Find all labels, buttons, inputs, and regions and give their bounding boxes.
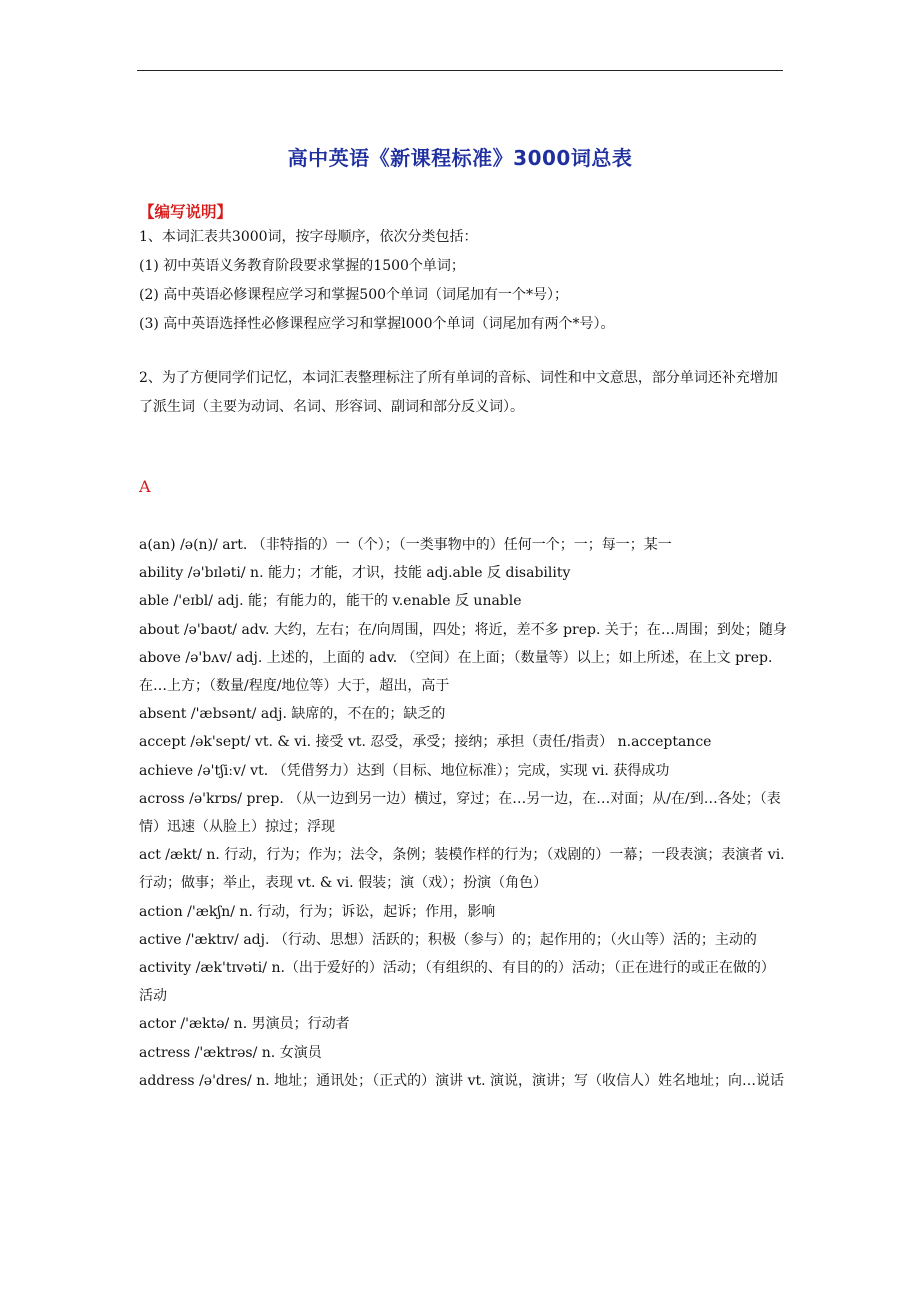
word-entry: actress /'æktrəs/ n. 女演员 — [139, 1044, 322, 1061]
page-title: 高中英语《新课程标准》3000词总表 — [287, 146, 633, 170]
intro-line: (1) 初中英语义务教育阶段要求掌握的1500个单词； — [139, 258, 465, 274]
document-body — [139, 201, 787, 1095]
word-entry: address /ə'dres/ n. 地址；通讯处；（正式的）演讲 vt. 演说，演讲；写（收信人）姓名地址；向…说话 — [139, 1072, 785, 1089]
spacer — [139, 339, 787, 364]
letter-heading: A — [139, 477, 151, 496]
word-entry: achieve /ə'tʃiːv/ vt. （凭借努力）达到（目标、地位标准）；完成，实现 vi. 获得成功 — [139, 762, 670, 779]
word-entry: act /ækt/ n. 行动，行为；作为；法令，条例；装模作样的行为；（戏剧的）一幕；一段表演；表演者 vi. 行动；做事；举止，表现 vt. & vi. 假装；演（戏）；扮演（角色） — [139, 847, 785, 892]
word-list — [139, 531, 787, 1095]
word-entry: able /'eɪbl/ adj. 能；有能力的，能干的 v.enable 反 unable — [139, 593, 522, 610]
top-rule — [137, 70, 783, 71]
section-heading: 【编写说明】 — [139, 203, 233, 221]
spacer — [139, 500, 787, 531]
intro-line: (3) 高中英语选择性必修课程应学习和掌握l000个单词（词尾加有两个*号）。 — [139, 316, 615, 332]
word-entry: across /ə'krɒs/ prep. （从一边到另一边）横过，穿过；在…另一边，在…对面；从/在/到…各处；（表情）迅速（从脸上）掠过；浮现 — [139, 790, 781, 836]
word-entry: absent /'æbsənt/ adj. 缺席的，不在的；缺乏的 — [139, 706, 446, 723]
word-entry: a(an) /ə(n)/ art. （非特指的）一（个）；（一类事物中的）任何一个；一；每一；某一 — [139, 537, 672, 553]
word-entry: action /'ækʃn/ n. 行动，行为；诉讼，起诉；作用，影响 — [139, 903, 496, 920]
word-entry: actor /'æktə/ n. 男演员；行动者 — [139, 1016, 350, 1033]
word-entry: activity /æk'tɪvəti/ n.（出于爱好的）活动；（有组织的、有目的的）活动；（正在进行的或正在做的）活动 — [139, 960, 775, 1005]
intro-line: (2) 高中英语必修课程应学习和掌握500个单词（词尾加有一个*号）； — [139, 287, 569, 303]
spacer — [139, 422, 787, 474]
word-entry: accept /ək'sept/ vt. & vi. 接受 vt. 忍受，承受；接纳；承担（责任/指责） n.acceptance — [139, 734, 712, 751]
intro-line: 1、本词汇表共3000词，按字母顺序，依次分类包括： — [139, 229, 478, 245]
word-entry: ability /ə'bɪləti/ n. 能力；才能，才识，技能 adj.able 反 disability — [139, 565, 571, 582]
note-paragraph: 2、为了方便同学们记忆，本词汇表整理标注了所有单词的音标、词性和中文意思，部分单词还补充增加了派生词（主要为动词、名词、形容词、副词和部分反义词）。 — [139, 370, 778, 415]
word-entry: active /'æktɪv/ adj. （行动、思想）活跃的；积极（参与）的；起作用的；（火山等）活的；主动的 — [139, 931, 757, 948]
word-entry: above /ə'bʌv/ adj. 上述的，上面的 adv. （空间）在上面；（数量等）以上；如上所述，在上文 prep. 在…上方；（数量/程度/地位等）大于，超出，高于 — [139, 649, 773, 695]
word-entry: about /ə'baʊt/ adv. 大约，左右；在/向周围，四处；将近，差不多 prep. 关于；在…周围；到处；随身 — [139, 621, 787, 638]
